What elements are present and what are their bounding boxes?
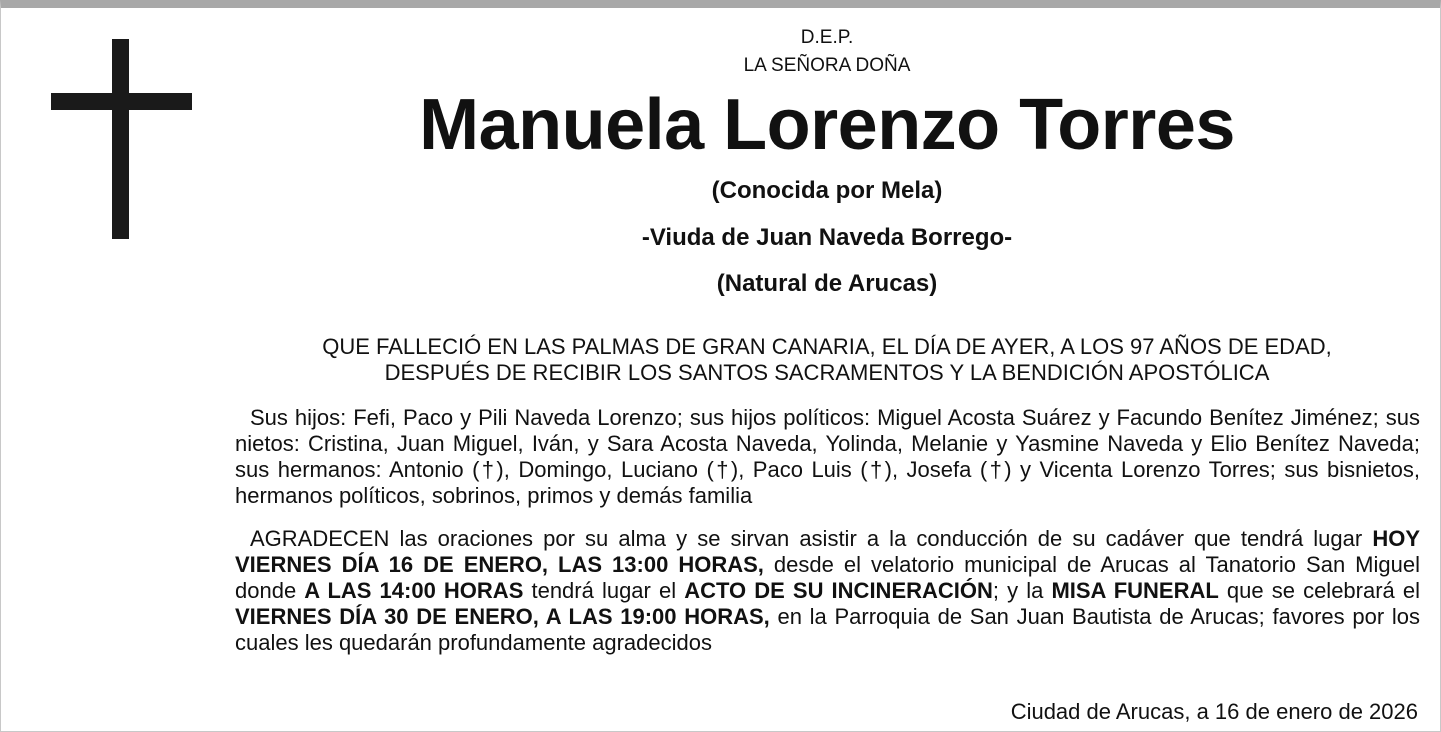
announcement-line-2: DESPUÉS DE RECIBIR LOS SANTOS SACRAMENTOS Y LA BENDICIÓN APOSTÓLICA: [384, 360, 1270, 385]
incineration-time: A LAS 14:00 HORAS: [304, 578, 524, 603]
dep-heading: D.E.P.: [800, 27, 854, 48]
widow-of: -Viuda de Juan Naveda Borrego-: [641, 224, 1013, 251]
thanks-text-5: que se celebrará el: [1218, 578, 1421, 603]
place-and-date: Ciudad de Arucas, a 16 de enero de 2026: [1010, 699, 1418, 724]
place-of-origin: (Natural de Arucas): [716, 270, 938, 297]
announcement-line-1: QUE FALLECIÓ EN LAS PALMAS DE GRAN CANARIA, EL DÍA DE AYER, A LOS 97 AÑOS DE EDAD,: [322, 334, 1332, 359]
mass-datetime: VIERNES DÍA 30 DE ENERO, A LAS 19:00 HORAS,: [235, 604, 770, 629]
cross-icon-vertical-bar: [112, 39, 129, 239]
incineration-act: ACTO DE SU INCINERACIÓN: [684, 578, 993, 603]
thanks-paragraph: [235, 526, 1420, 656]
deceased-name: Manuela Lorenzo Torres: [419, 85, 1235, 165]
thanks-text-4: ; y la: [992, 578, 1052, 603]
funeral-mass: MISA FUNERAL: [1051, 578, 1219, 603]
death-announcement: [227, 334, 1427, 386]
thanks-text-1: AGRADECEN las oraciones por su alma y se sirvan asistir a la conducción de su cadáver que tendrá lugar: [250, 526, 1373, 551]
honorific-title: LA SEÑORA DOÑA: [743, 55, 911, 76]
cross-icon-horizontal-bar: [51, 93, 192, 110]
known-as: (Conocida por Mela): [711, 177, 943, 204]
thanks-text-6: en la Parroquia de San Juan Bautista de Arucas; favores por los cuales les quedarán profundamente agradecidos: [235, 604, 1420, 655]
thanks-text-2: desde el velatorio municipal de Arucas al Tanatorio San Miguel donde: [235, 552, 1420, 603]
family-paragraph: Sus hijos: Fefi, Paco y Pili Naveda Lorenzo; sus hijos políticos: Miguel Acosta Suárez y Facundo Benítez Jiménez; sus nietos: Cristina, Juan Miguel, Iván, y Sara Acosta Naveda, Yolinda, Melanie y Yasmine Naveda y Elio Benítez Naveda; sus hermanos: Antonio (†), Domingo, Luciano (†), Paco Luis (†), Josefa (†) y Vicenta Lorenzo Torres; sus bisnietos, hermanos políticos, sobrinos, primos y demás familia: [235, 405, 1420, 508]
conduction-datetime: HOY VIERNES DÍA 16 DE ENERO, LAS 13:00 HORAS,: [235, 526, 1420, 577]
thanks-text-3: tendrá lugar el: [523, 578, 685, 603]
